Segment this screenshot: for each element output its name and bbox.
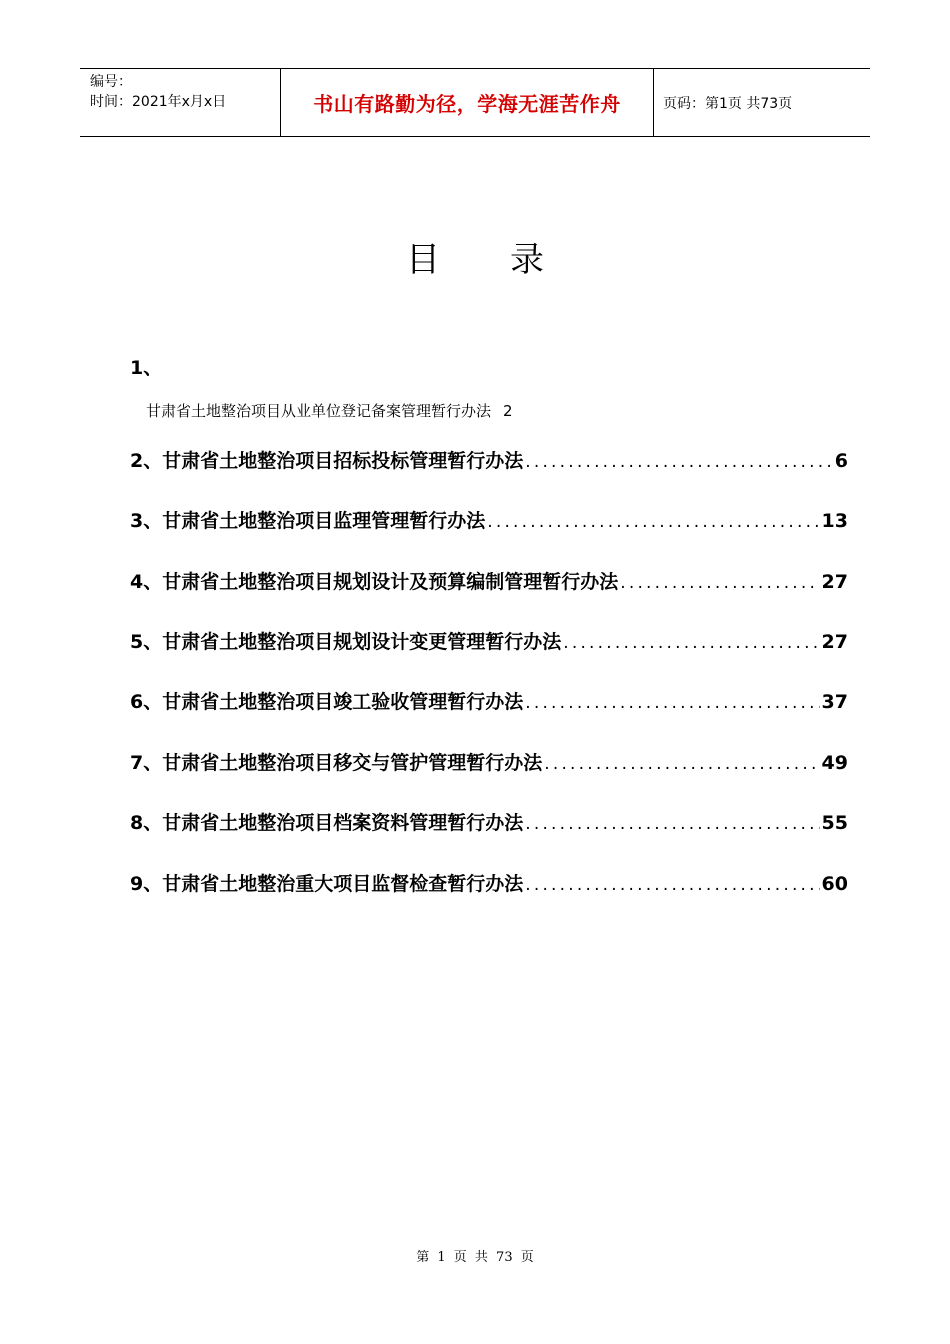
toc-dot-leader [525,814,819,834]
toc-entry-label: 7、甘肃省土地整治项目移交与管护管理暂行办法 [130,752,543,774]
toc-entry-page: 6 [834,450,848,472]
toc-entry-1-label: 甘肃省土地整治项目从业单位登记备案管理暂行办法 [146,402,492,420]
serial-number-label: 编号： [90,74,132,90]
toc-entry-page: 55 [821,812,848,834]
toc-entry-1-page: 2 [503,402,513,420]
toc-entry[interactable] [130,627,848,654]
toc-dot-leader [525,693,819,713]
page-footer: 第 1 页 共 73 页 [416,1250,534,1265]
document-header [80,68,870,137]
toc-dot-leader [525,875,819,895]
toc-entry-label: 4、甘肃省土地整治项目规划设计及预算编制管理暂行办法 [130,571,619,593]
toc-dot-leader [563,633,819,653]
toc-entry-1-number: 1、 [130,357,163,379]
toc-entry-1[interactable] [146,400,513,421]
toc-entry-page: 60 [821,873,848,895]
header-meta-cell [80,69,281,136]
toc-entry-label: 5、甘肃省土地整治项目规划设计变更管理暂行办法 [130,631,562,653]
toc-dot-leader [544,754,819,774]
toc-entry[interactable] [130,748,848,775]
time-label: 时间：2021年x月x日 [90,94,227,110]
toc-entry[interactable] [130,808,848,835]
toc-entry-page: 27 [821,571,848,593]
toc-entry-label: 2、甘肃省土地整治项目招标投标管理暂行办法 [130,450,524,472]
toc-entry[interactable] [130,446,848,473]
toc-entry-page: 37 [821,691,848,713]
toc-dot-leader [620,573,819,593]
header-page-info: 页码：第1页 共73页 [663,95,793,112]
toc-entry-label: 8、甘肃省土地整治项目档案资料管理暂行办法 [130,812,524,834]
toc-entry-label: 9、甘肃省土地整治重大项目监督检查暂行办法 [130,873,524,895]
toc-entry-page: 49 [821,752,848,774]
toc-entry[interactable] [130,687,848,714]
toc-entry-label: 6、甘肃省土地整治项目竣工验收管理暂行办法 [130,691,524,713]
toc-entry[interactable] [130,506,848,533]
toc-dot-leader [487,512,819,532]
toc-entry-label: 3、甘肃省土地整治项目监理管理暂行办法 [130,510,486,532]
toc-dot-leader [525,452,833,472]
header-motto: 书山有路勤为径，学海无涯苦作舟 [281,69,654,136]
page-title: 目录 [406,240,614,280]
toc-entry-page: 27 [821,631,848,653]
toc-entry-page: 13 [821,510,848,532]
toc-entry[interactable] [130,567,848,594]
toc-entry[interactable] [130,869,848,896]
